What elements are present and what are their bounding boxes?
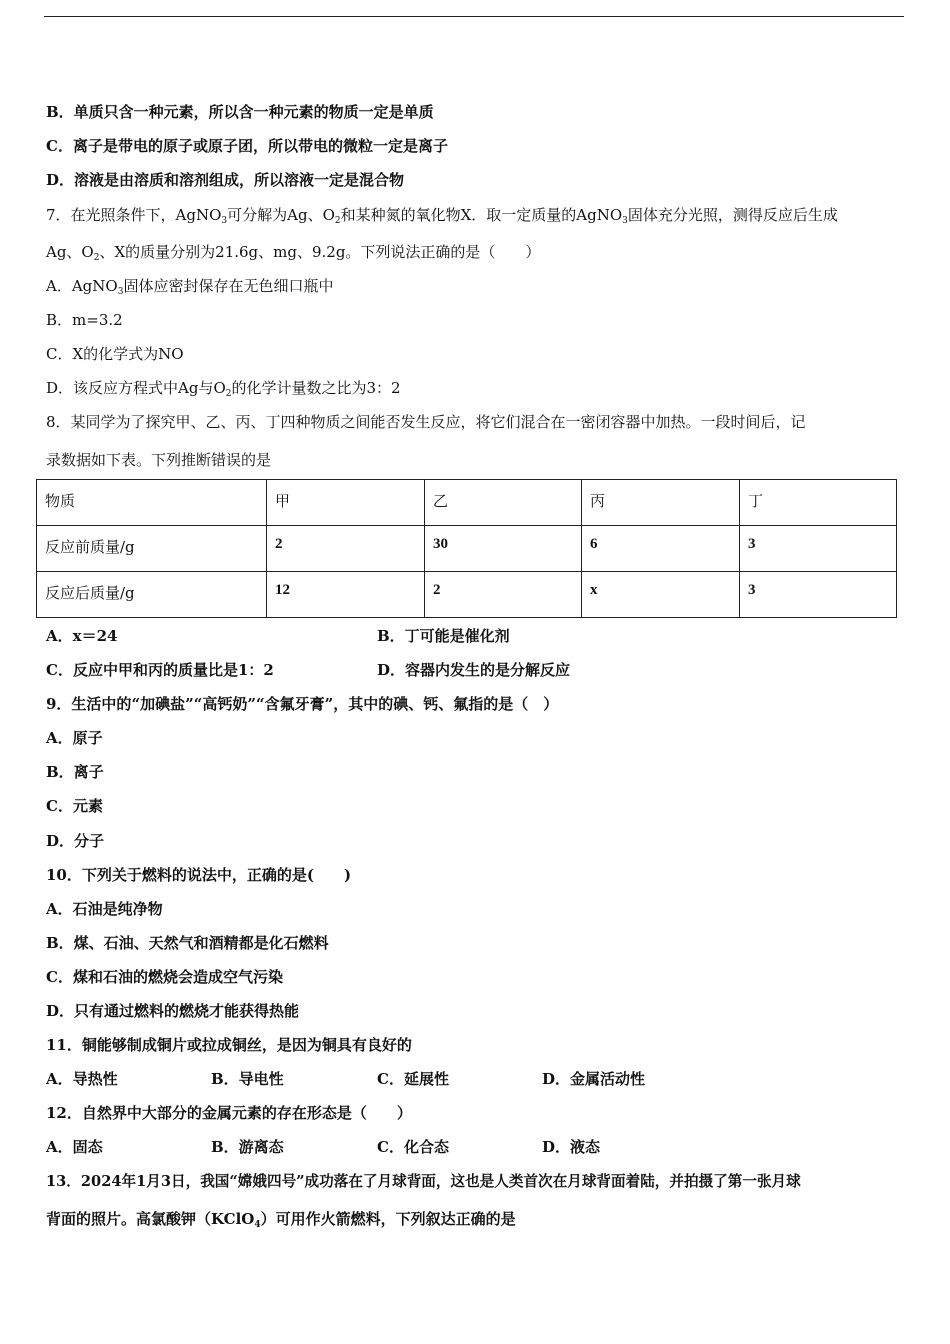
table-cell: 2 [425,572,582,618]
q10-stem: 10．下列关于燃料的说法中，正确的是( ) [46,866,352,884]
q10-option-b: B．煤、石油、天然气和酒精都是化石燃料 [46,934,329,952]
q7-option-b: B．m=3.2 [46,311,123,329]
q13-stem-line1: 13．2024年1月3日，我国“嫦娥四号”成功落在了月球背面，这也是人类首次在月球背面着陆，并拍摄了第一张月球 [46,1173,801,1190]
q6-option-d: D．溶液是由溶质和溶剂组成，所以溶液一定是混合物 [46,171,405,189]
q10-option-a: A．石油是纯净物 [46,900,163,918]
q8-option-d: D．容器内发生的是分解反应 [377,661,571,679]
q6-option-c: C．离子是带电的原子或原子团，所以带电的微粒一定是离子 [46,137,448,155]
table-cell: 12 [267,572,425,618]
table-cell: x [582,572,740,618]
q9-option-c: C．元素 [46,797,103,815]
q11-option-c: C．延展性 [377,1070,449,1088]
table-cell: 30 [425,526,582,572]
q12-option-d: D．液态 [542,1138,601,1156]
table-header-cell: 乙 [425,480,582,526]
table-header-cell: 物质 [37,480,267,526]
table-row [37,572,897,618]
table-row [37,526,897,572]
mass-data-table [36,479,897,618]
q12-stem: 12．自然界中大部分的金属元素的存在形态是（ ） [46,1104,412,1122]
q7-option-d: D．该反应方程式中Ag与$O_2$的化学计量数之比为3：2 [46,379,401,399]
q10-option-d: D．只有通过燃料的燃烧才能获得热能 [46,1002,300,1020]
q11-option-b: B．导电性 [211,1070,284,1088]
table-header-cell: 甲 [267,480,425,526]
table-cell: 3 [740,572,897,618]
q11-option-d: D．金属活动性 [542,1070,646,1088]
q7-stem-line1: 7．在光照条件下，AgNO$_3$可分解为Ag、$O_2$和某种氮的氧化物X．取一定质量的AgNO$_3$固体充分光照，测得反应后生成 [46,206,838,226]
q9-option-d: D．分子 [46,832,105,850]
q13-stem-line2: 背面的照片。高氯酸钾（KClO$_4$）可用作火箭燃料，下列叙达正确的是 [46,1210,516,1230]
q9-option-b: B．离子 [46,763,104,781]
q8-option-a: A．x＝24 [46,627,118,645]
q8-stem-line1: 8．某同学为了探究甲、乙、丙、丁四种物质之间能否发生反应，将它们混合在一密闭容器中加热。一段时间后，记 [46,413,806,431]
q7-stem-line2: Ag、$O_2$、X的质量分别为21.6g、mg、9.2g。下列说法正确的是（ ） [46,243,541,263]
q7-option-c: C．X的化学式为NO [46,345,184,363]
table-cell: 6 [582,526,740,572]
table-cell: 2 [267,526,425,572]
q9-option-a: A．原子 [46,729,103,747]
q9-stem: 9．生活中的“加碘盐”“高钙奶”“含氟牙膏”，其中的碘、钙、氟指的是（ ） [46,695,559,713]
q8-stem-line2: 录数据如下表。下列推断错误的是 [46,451,272,469]
table-header-cell: 丙 [582,480,740,526]
table-header-cell: 丁 [740,480,897,526]
q11-stem: 11．铜能够制成铜片或拉成铜丝，是因为铜具有良好的 [46,1036,412,1054]
table-cell: 3 [740,526,897,572]
table-cell-label: 反应前质量/g [37,526,267,572]
q10-option-c: C．煤和石油的燃烧会造成空气污染 [46,968,283,986]
q11-option-a: A．导热性 [46,1070,118,1088]
q12-option-c: C．化合态 [377,1138,449,1156]
q7-option-a: A．AgNO$_3$固体应密封保存在无色细口瓶中 [46,277,334,297]
header-rule [44,16,904,17]
table-cell-label: 反应后质量/g [37,572,267,618]
q6-option-b: B．单质只含一种元素，所以含一种元素的物质一定是单质 [46,103,434,121]
q12-option-a: A．固态 [46,1138,103,1156]
q8-option-b: B．丁可能是催化剂 [377,627,510,645]
q12-option-b: B．游离态 [211,1138,284,1156]
q8-option-c: C．反应中甲和丙的质量比是1：2 [46,661,274,679]
table-header-row [37,480,897,526]
